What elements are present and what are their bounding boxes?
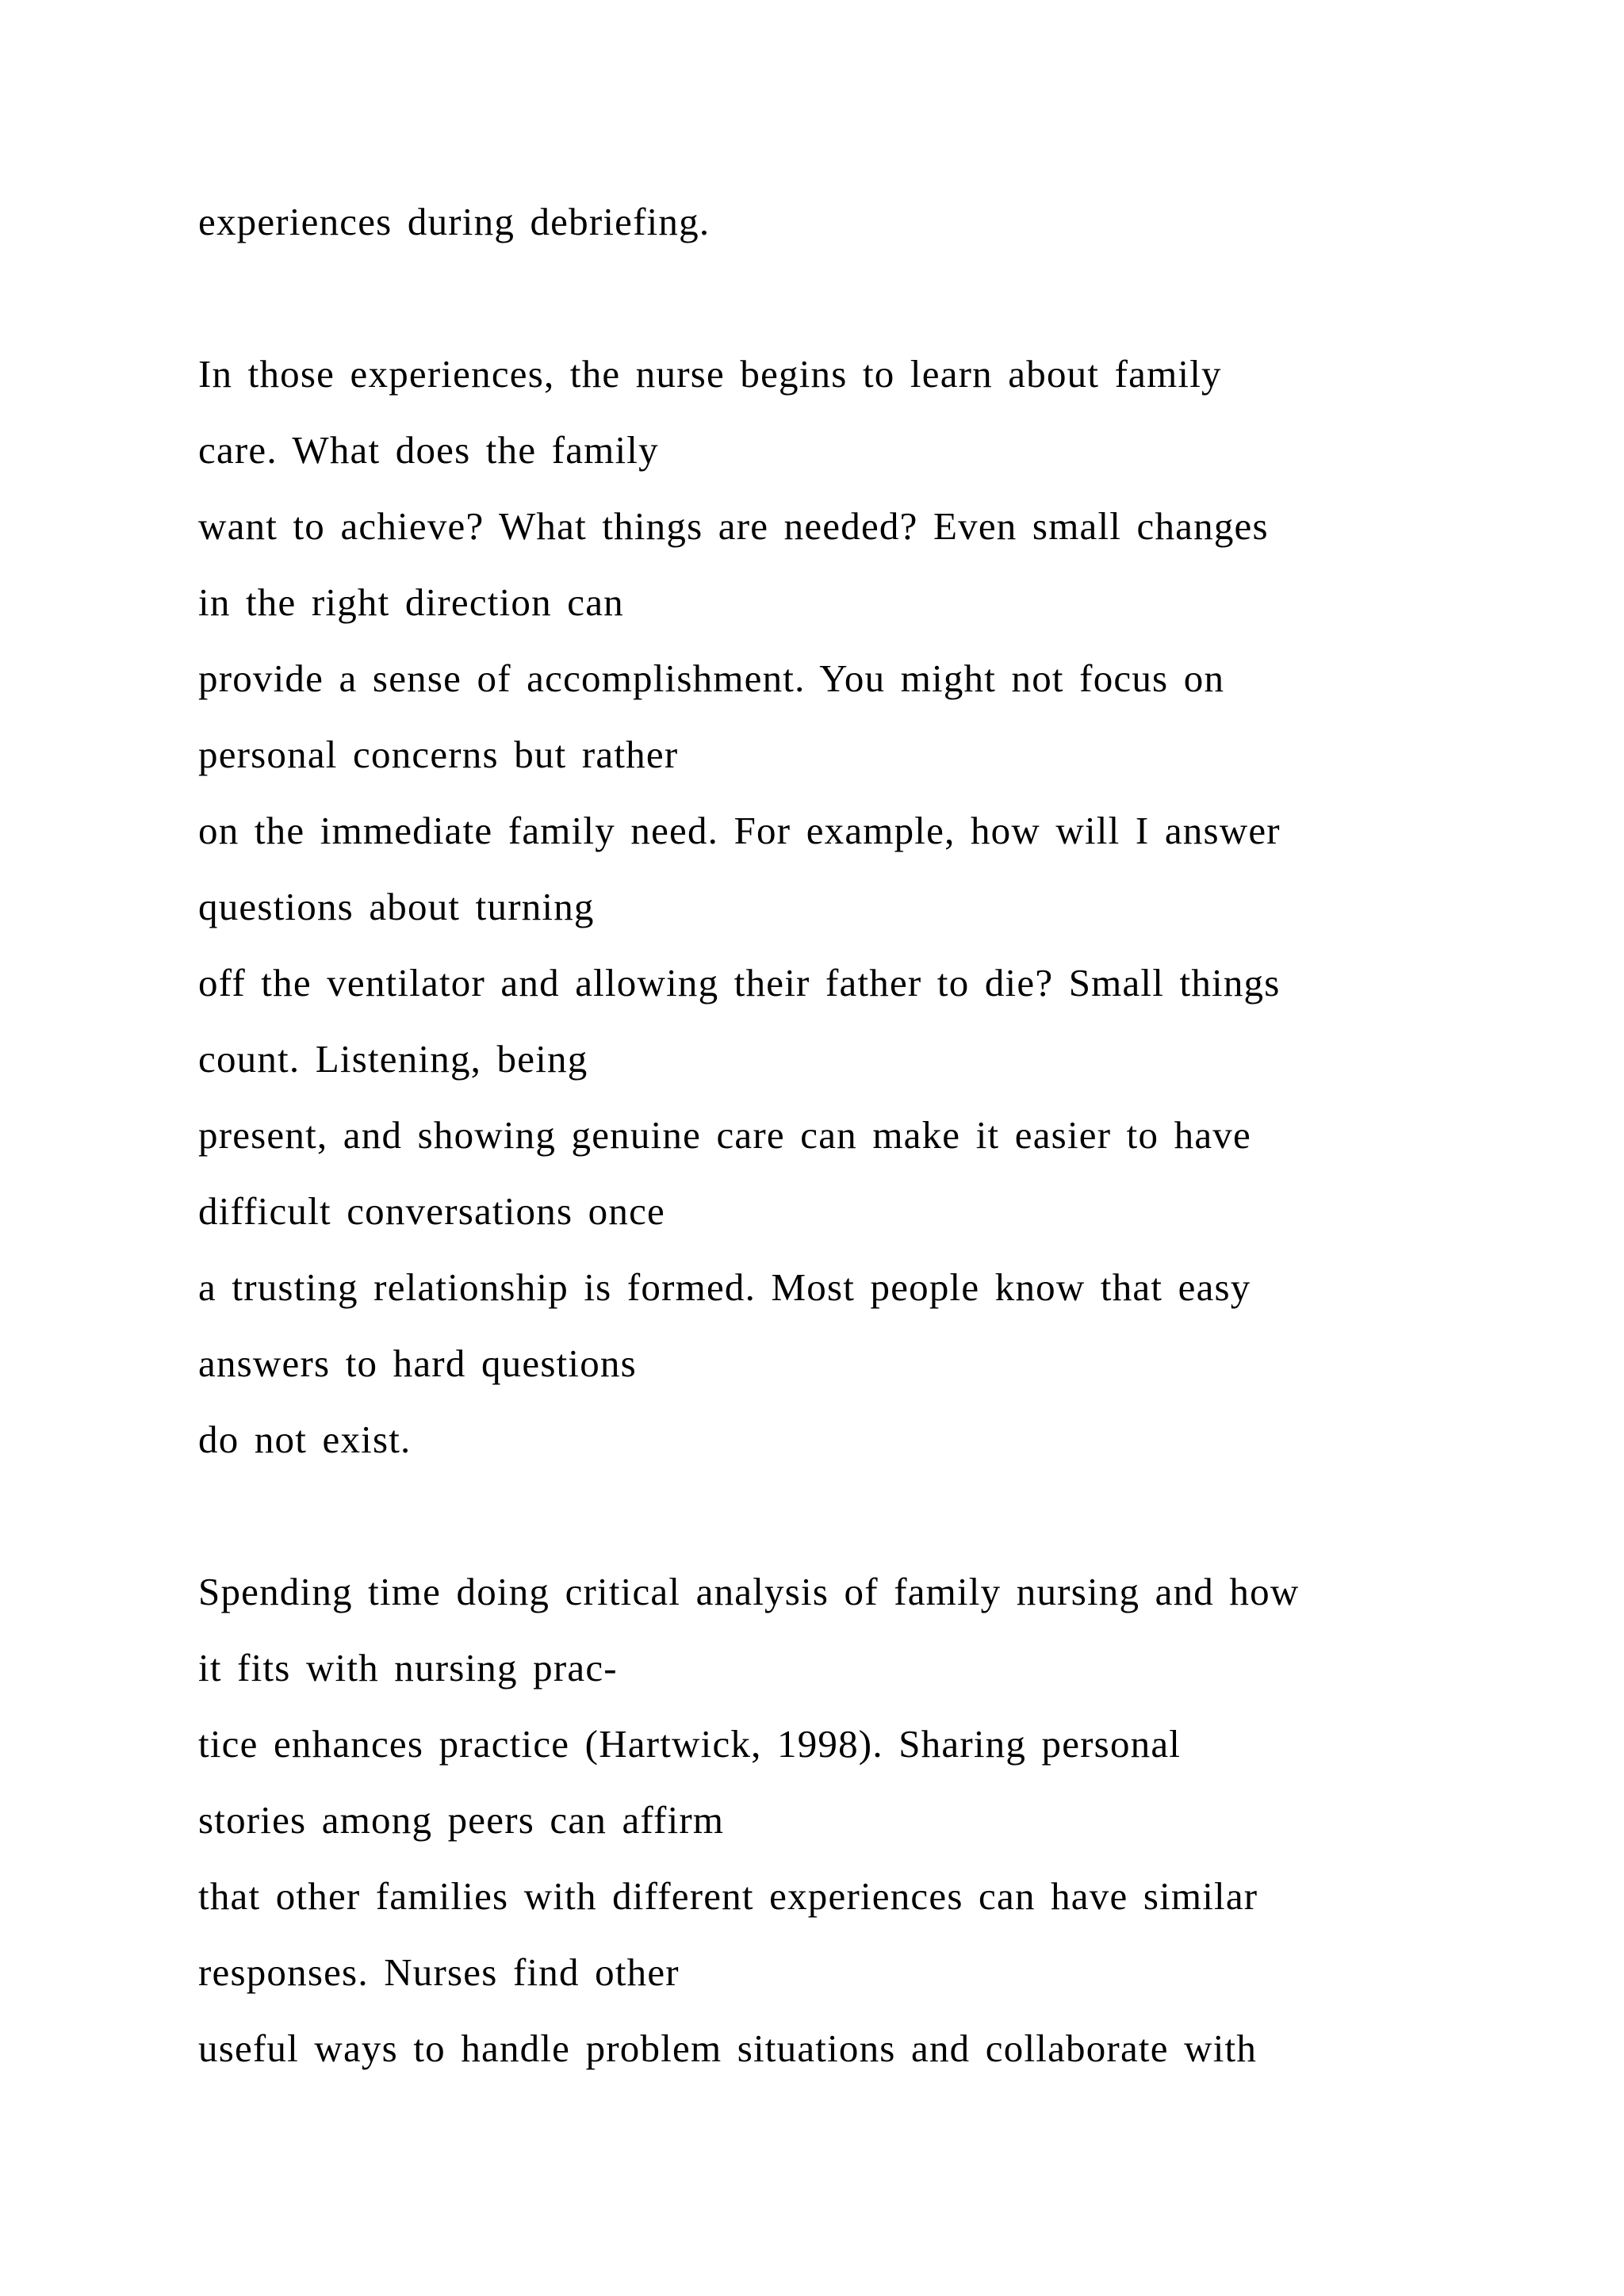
text-line: it fits with nursing prac- [198, 1646, 618, 1689]
paragraph-gap [198, 273, 1546, 349]
paragraph [198, 197, 1546, 273]
text-line: responses. Nurses find other [198, 1950, 680, 1994]
text-line: tice enhances practice (Hartwick, 1998). Sharing personal [198, 1722, 1182, 1766]
body-text [198, 197, 1546, 2099]
text-line: that other families with different experiences can have similar [198, 1874, 1258, 1918]
paragraph [198, 1567, 1546, 2099]
text-line: care. What does the family [198, 428, 659, 472]
text-line: stories among peers can affirm [198, 1798, 725, 1842]
text-line: a trusting relationship is formed. Most people know that easy [198, 1265, 1251, 1309]
text-line: provide a sense of accomplishment. You might not focus on [198, 656, 1225, 700]
text-line: useful ways to handle problem situations and collaborate with [198, 2026, 1258, 2070]
text-line: in the right direction can [198, 580, 624, 624]
text-line: answers to hard questions [198, 1341, 637, 1385]
paragraph-gap [198, 1490, 1546, 1567]
paragraph [198, 349, 1546, 1490]
text-line: difficult conversations once [198, 1189, 665, 1233]
text-line: want to achieve? What things are needed? Even small changes [198, 504, 1269, 548]
text-line: personal concerns but rather [198, 733, 679, 776]
text-line: experiences during debriefing. [198, 200, 710, 243]
text-line: count. Listening, being [198, 1037, 588, 1081]
text-line: Spending time doing critical analysis of family nursing and how [198, 1570, 1300, 1613]
text-line: off the ventilator and allowing their father to die? Small things [198, 961, 1281, 1004]
text-line: do not exist. [198, 1418, 412, 1461]
text-line: present, and showing genuine care can make it easier to have [198, 1113, 1251, 1157]
text-line: questions about turning [198, 885, 595, 928]
text-line: on the immediate family need. For example, how will I answer [198, 809, 1281, 852]
text-line: In those experiences, the nurse begins to learn about family [198, 352, 1222, 396]
